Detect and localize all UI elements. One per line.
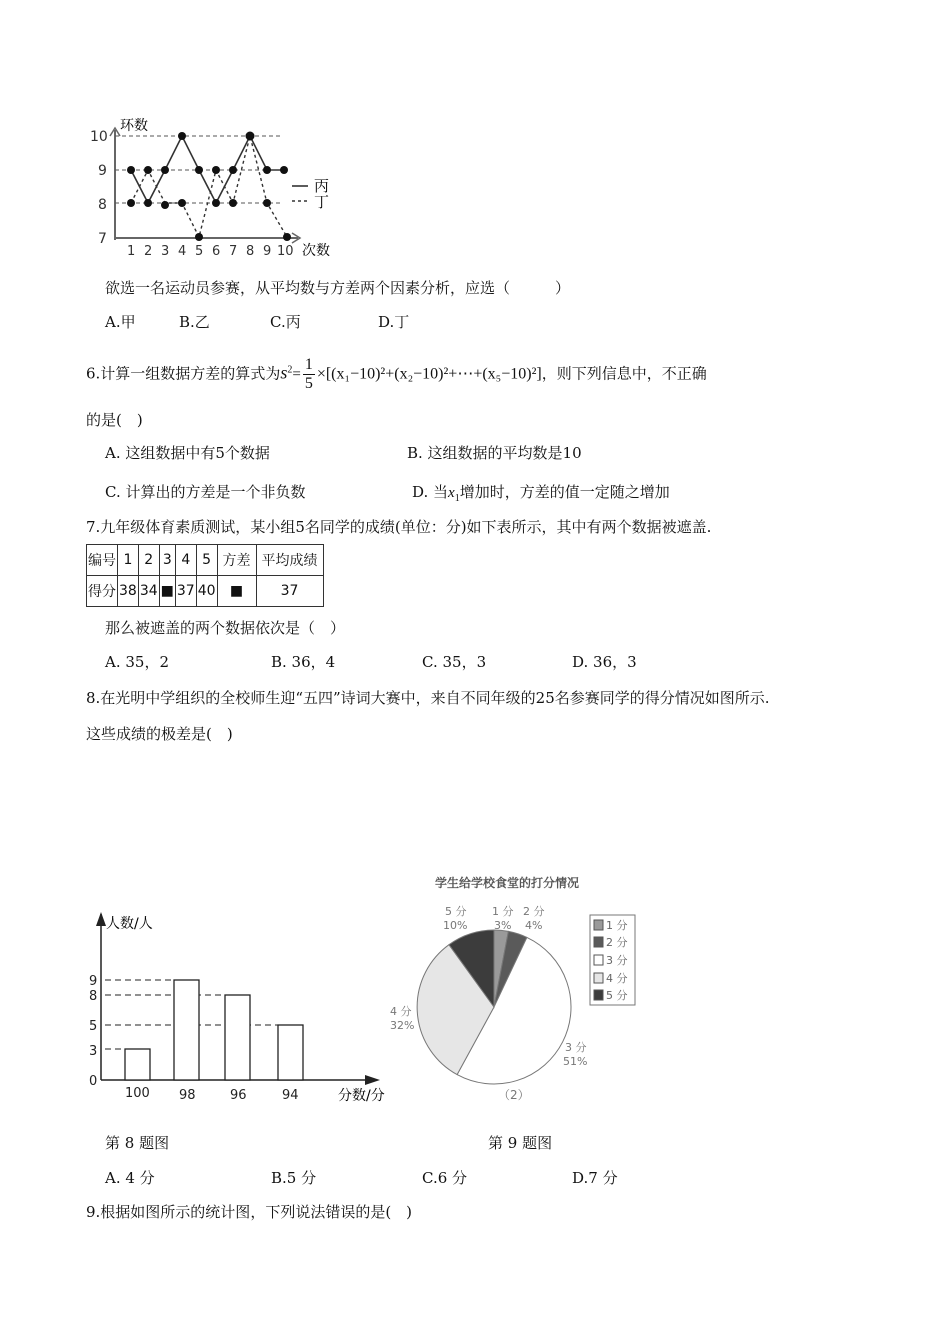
q8-stem-line2: 这些成绩的极差是( ) xyxy=(86,725,233,743)
table-cell: 2 xyxy=(138,545,159,576)
svg-text:96: 96 xyxy=(230,1088,247,1103)
svg-text:2 分: 2 分 xyxy=(606,936,628,949)
q9-caption: 第 9 题图 xyxy=(488,1134,553,1152)
q5-option-d: D.丁 xyxy=(378,313,410,331)
svg-text:5: 5 xyxy=(89,1019,98,1034)
q9-stem: 9.根据如图所示的统计图，下列说法错误的是( ) xyxy=(86,1203,413,1221)
x-axis-label: 分数/分 xyxy=(338,1088,385,1104)
q5-prompt: 欲选一名运动员参赛，从平均数与方差两个因素分析，应选（ ） xyxy=(105,279,571,297)
svg-text:51%: 51% xyxy=(563,1055,588,1068)
svg-text:8: 8 xyxy=(246,244,255,259)
svg-text:8: 8 xyxy=(98,197,107,213)
svg-text:1 分: 1 分 xyxy=(492,905,514,918)
legend-ding: 丁 xyxy=(314,193,330,211)
q8-option-a: A. 4 分 xyxy=(105,1169,155,1187)
svg-text:9: 9 xyxy=(98,163,107,179)
score-table xyxy=(86,544,324,607)
q7-option-c: C. 35，3 xyxy=(422,653,487,671)
svg-text:3%: 3% xyxy=(494,919,512,932)
q8-option-d: D.7 分 xyxy=(572,1169,618,1187)
svg-text:5 分: 5 分 xyxy=(445,905,467,918)
svg-text:10: 10 xyxy=(90,129,108,145)
table-cell: 5 xyxy=(196,545,217,576)
q5-option-c: C.丙 xyxy=(270,313,301,331)
svg-text:3 分: 3 分 xyxy=(606,954,628,967)
svg-text:9: 9 xyxy=(263,244,272,259)
pie-chart-q9 xyxy=(380,865,660,1115)
bar-chart-q8 xyxy=(80,900,390,1110)
svg-text:1 分: 1 分 xyxy=(606,919,628,932)
table-cell: 平均成绩 xyxy=(256,545,323,576)
svg-text:4 分: 4 分 xyxy=(606,972,628,985)
svg-text:4 分: 4 分 xyxy=(390,1005,412,1018)
q8-option-b: B.5 分 xyxy=(271,1169,317,1187)
table-cell: 37 xyxy=(175,576,196,607)
table-cell: 34 xyxy=(138,576,159,607)
svg-text:9: 9 xyxy=(89,974,98,989)
table-row xyxy=(87,576,324,607)
q7-prompt: 那么被遮盖的两个数据依次是（ ） xyxy=(105,619,346,637)
q7-stem: 7.九年级体育素质测试，某小组5名同学的成绩(单位：分)如下表所示，其中有两个数据被遮盖. xyxy=(86,518,712,536)
table-cell: 3 xyxy=(159,545,175,576)
table-cell: 4 xyxy=(175,545,196,576)
svg-text:8: 8 xyxy=(89,989,98,1004)
svg-text:3: 3 xyxy=(161,244,170,259)
q5-option-a: A.甲 xyxy=(105,313,136,331)
svg-text:5: 5 xyxy=(195,244,204,259)
svg-text:2 分: 2 分 xyxy=(523,905,545,918)
svg-text:7: 7 xyxy=(229,244,238,259)
table-cell: 方差 xyxy=(217,545,256,576)
q8-option-c: C.6 分 xyxy=(422,1169,468,1187)
svg-text:100: 100 xyxy=(125,1086,150,1101)
table-cell: 编号 xyxy=(87,545,118,576)
q6-option-a: A. 这组数据中有5个数据 xyxy=(105,444,270,462)
table-cell: 1 xyxy=(118,545,139,576)
svg-text:4: 4 xyxy=(178,244,187,259)
svg-text:94: 94 xyxy=(282,1088,299,1103)
fraction: $\frac{1}{5}$ xyxy=(304,356,313,392)
svg-text:32%: 32% xyxy=(390,1019,415,1032)
table-cell: 38 xyxy=(118,576,139,607)
svg-text:10%: 10% xyxy=(443,919,468,932)
table-cell: 得分 xyxy=(87,576,118,607)
q8-caption: 第 8 题图 xyxy=(105,1134,170,1152)
q7-option-d: D. 36，3 xyxy=(572,653,637,671)
table-header-row xyxy=(87,545,324,576)
table-cell-masked: ■ xyxy=(159,576,175,607)
table-cell: 40 xyxy=(196,576,217,607)
q7-option-a: A. 35，2 xyxy=(105,653,169,671)
x-axis-label: 次数 xyxy=(302,243,330,259)
pie-sub-caption: （2） xyxy=(498,1088,530,1102)
svg-text:0: 0 xyxy=(89,1074,98,1089)
svg-text:98: 98 xyxy=(179,1088,196,1103)
svg-text:3: 3 xyxy=(89,1044,98,1059)
svg-text:5 分: 5 分 xyxy=(606,989,628,1002)
q6-stem-line2: 的是( ) xyxy=(86,411,143,429)
q6-stem: 6.计算一组数据方差的算式为$s^2=$ $\frac{1}{5}$ ×[(x₁−10)²+(x₂−10)²+⋯+(x₅−10)²]，则下列信息中，不正确 xyxy=(86,356,707,392)
q6-option-c: C. 计算出的方差是一个非负数 xyxy=(105,483,306,501)
svg-text:4%: 4% xyxy=(525,919,543,932)
legend-bing: 丙 xyxy=(314,177,330,195)
svg-text:10: 10 xyxy=(277,244,294,259)
q7-option-b: B. 36，4 xyxy=(271,653,336,671)
y-axis-label: 人数/人 xyxy=(106,916,153,932)
svg-text:1: 1 xyxy=(127,244,136,259)
pie-title: 学生给学校食堂的打分情况 xyxy=(435,876,580,890)
svg-text:7: 7 xyxy=(98,231,107,247)
svg-text:3 分: 3 分 xyxy=(565,1041,587,1054)
q8-stem: 8.在光明中学组织的全校师生迎“五四”诗词大赛中，来自不同年级的25名参赛同学的得分情况如图所示. xyxy=(86,689,770,707)
svg-text:2: 2 xyxy=(144,244,153,259)
variance-formula: ×[(x₁−10)²+(x₂−10)²+⋯+(x₅−10)²] xyxy=(316,365,542,383)
table-cell-masked: ■ xyxy=(217,576,256,607)
line-chart-q5 xyxy=(80,110,360,270)
q6-option-b: B. 这组数据的平均数是10 xyxy=(407,444,582,462)
y-axis-label: 环数 xyxy=(120,118,148,134)
q5-option-b: B.乙 xyxy=(179,313,210,331)
svg-text:6: 6 xyxy=(212,244,221,259)
table-cell: 37 xyxy=(256,576,323,607)
q6-option-d: D. 当$x_1$增加时，方差的值一定随之增加 xyxy=(412,483,670,504)
